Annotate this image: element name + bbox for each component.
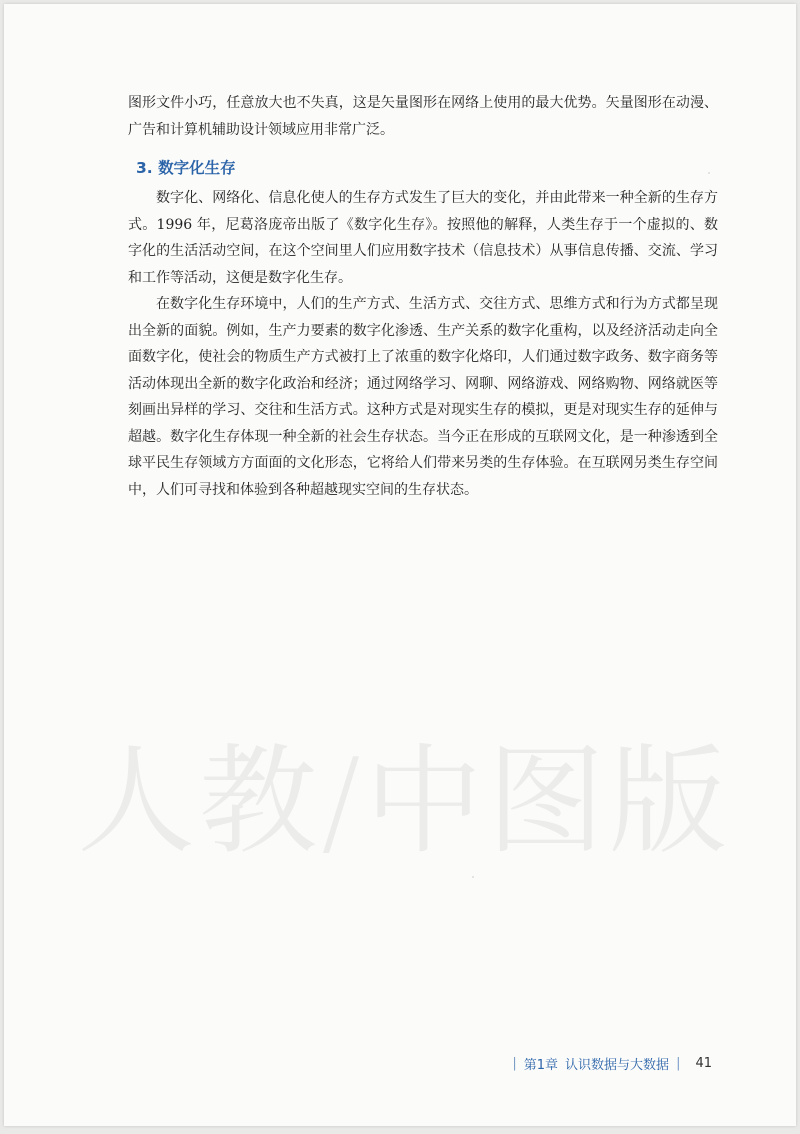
paragraph-1: 数字化、网络化、信息化使人的生存方式发生了巨大的变化，并由此带来一种全新的生存方式。1996 年，尼葛洛庞帝出版了《数字化生存》。按照他的解释，人类生存于一个虚拟的、数字化的生活活动空间，在这个空间里人们应用数字技术（信息技术）从事信息传播、交流、学习和工作等活动，这便是数字化生存。	[128, 190, 718, 286]
footer-separator-left: |	[512, 1056, 517, 1071]
scan-speck	[472, 876, 474, 878]
intro-paragraph: 图形文件小巧，任意放大也不失真，这是矢量图形在网络上使用的最大优势。矢量图形在动漫、广告和计算机辅助设计领域应用非常广泛。	[128, 95, 718, 138]
document-page	[4, 4, 796, 1126]
page-number: 41	[695, 1056, 712, 1071]
footer-chapter-title: 认识数据与大数据	[565, 1058, 670, 1073]
footer-chapter: 第1章	[523, 1058, 559, 1073]
page-footer	[512, 1054, 712, 1073]
page-content	[128, 90, 718, 503]
paragraph-2: 在数字化生存环境中，人们的生产方式、生活方式、交往方式、思维方式和行为方式都呈现出全新的面貌。例如，生产力要素的数字化渗透、生产关系的数字化重构，以及经济活动走向全面数字化，使社会的物质生产方式被打上了浓重的数字化烙印，人们通过数字政务、数字商务等活动体现出全新的数字化政治和经济；通过网络学习、网聊、网络游戏、网络购物、网络就医等刻画出异样的学习、交往和生活方式。这种方式是对现实生存的模拟，更是对现实生存的延伸与超越。数字化生存体现一种全新的社会生存状态。当今正在形成的互联网文化，是一种渗透到全球平民生存领域方方面面的文化形态，它将给人们带来另类的生存体验。在互联网另类生存空间中，人们可寻找和体验到各种超越现实空间的生存状态。	[128, 296, 718, 498]
section-heading: 3. 数字化生存	[136, 159, 236, 177]
footer-separator-right: |	[676, 1056, 681, 1071]
publisher-watermark: 人教/中图版	[77, 732, 731, 870]
scan-speck	[708, 172, 710, 174]
